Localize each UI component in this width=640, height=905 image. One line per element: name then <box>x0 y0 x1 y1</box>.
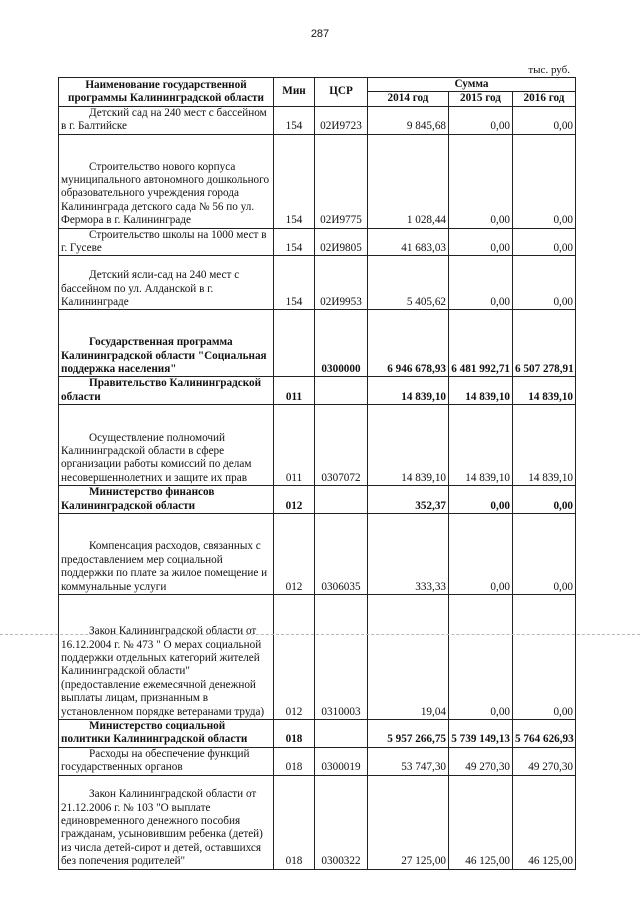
header-target-article: ЦСР <box>315 78 368 107</box>
cell-program-name: Закон Калининградской области от 21.12.2006 г. № 103 "О выплате единовременного денежного пособия гражданам, усыновившим ребенка (детей) из числа детей-сирот и детей, оставшихся без попечения родителей" <box>59 775 274 869</box>
cell-target-article: 0307072 <box>315 405 368 486</box>
cell-amount-2015: 0,00 <box>449 514 513 595</box>
cell-amount-2014: 53 747,30 <box>368 747 449 775</box>
cell-target-article: 0306035 <box>315 514 368 595</box>
page-number: 287 <box>310 28 330 40</box>
fold-line <box>0 634 640 635</box>
table-row <box>59 775 576 869</box>
cell-target-article <box>315 486 368 514</box>
cell-amount-2014: 19,04 <box>368 595 449 720</box>
cell-amount-2015: 49 270,30 <box>449 747 513 775</box>
cell-amount-2016: 46 125,00 <box>513 775 576 869</box>
cell-ministry: 011 <box>274 405 315 486</box>
cell-amount-2015: 0,00 <box>449 595 513 720</box>
cell-ministry: 018 <box>274 775 315 869</box>
cell-program-name: Строительство нового корпуса муниципального автономного дошкольного образовательного учреждения города Калининграда детского сада № 56 по ул. Фермора в г. Калининграде <box>59 134 274 228</box>
cell-amount-2016: 5 764 626,93 <box>513 720 576 748</box>
cell-amount-2016: 0,00 <box>513 486 576 514</box>
cell-program-name: Закон Калининградской области от 16.12.2004 г. № 473 " О мерах социальной поддержки отдельных категорий жителей Калининградской области" (предоставление ежемесячной денежной выплаты лицам, признанным в установленном порядке ветеранами труда) <box>59 595 274 720</box>
cell-target-article: 02И9775 <box>315 134 368 228</box>
units-label: тыс. руб. <box>528 64 570 76</box>
table-row <box>59 256 576 310</box>
cell-ministry: 154 <box>274 134 315 228</box>
cell-ministry: 154 <box>274 256 315 310</box>
cell-ministry: 012 <box>274 486 315 514</box>
cell-amount-2016: 0,00 <box>513 595 576 720</box>
cell-amount-2015: 0,00 <box>449 256 513 310</box>
table-row <box>59 405 576 486</box>
table-row <box>59 106 576 134</box>
cell-amount-2014: 5 957 266,75 <box>368 720 449 748</box>
cell-ministry: 018 <box>274 747 315 775</box>
cell-ministry: 012 <box>274 514 315 595</box>
cell-amount-2014: 41 683,03 <box>368 228 449 256</box>
table-row <box>59 310 576 377</box>
cell-amount-2015: 14 839,10 <box>449 405 513 486</box>
cell-target-article: 0300322 <box>315 775 368 869</box>
cell-amount-2016: 49 270,30 <box>513 747 576 775</box>
cell-amount-2014: 1 028,44 <box>368 134 449 228</box>
cell-ministry: 154 <box>274 106 315 134</box>
cell-target-article <box>315 377 368 405</box>
cell-amount-2015: 0,00 <box>449 228 513 256</box>
cell-program-name: Государственная программа Калининградской области "Социальная поддержка населения" <box>59 310 274 377</box>
cell-ministry <box>274 310 315 377</box>
cell-program-name: Детский ясли-сад на 240 мест с бассейном по ул. Алданской в г. Калининграде <box>59 256 274 310</box>
budget-table <box>58 77 576 870</box>
cell-amount-2015: 14 839,10 <box>449 377 513 405</box>
cell-amount-2016: 6 507 278,91 <box>513 310 576 377</box>
table-row <box>59 720 576 748</box>
cell-amount-2016: 14 839,10 <box>513 377 576 405</box>
cell-target-article: 0300000 <box>315 310 368 377</box>
cell-amount-2014: 6 946 678,93 <box>368 310 449 377</box>
table-row <box>59 134 576 228</box>
cell-target-article: 02И9805 <box>315 228 368 256</box>
cell-ministry: 012 <box>274 595 315 720</box>
table-row <box>59 377 576 405</box>
cell-ministry: 018 <box>274 720 315 748</box>
cell-amount-2016: 0,00 <box>513 514 576 595</box>
cell-amount-2015: 0,00 <box>449 134 513 228</box>
header-year-2015: 2015 год <box>449 92 513 106</box>
cell-amount-2015: 46 125,00 <box>449 775 513 869</box>
cell-target-article: 0300019 <box>315 747 368 775</box>
cell-target-article <box>315 720 368 748</box>
cell-amount-2016: 0,00 <box>513 256 576 310</box>
cell-amount-2016: 0,00 <box>513 106 576 134</box>
cell-ministry: 154 <box>274 228 315 256</box>
cell-program-name: Компенсация расходов, связанных с предоставлением мер социальной поддержки по плате за жилое помещение и коммунальные услуги <box>59 514 274 595</box>
cell-amount-2016: 14 839,10 <box>513 405 576 486</box>
cell-amount-2014: 27 125,00 <box>368 775 449 869</box>
cell-program-name: Министерство финансов Калининградской области <box>59 486 274 514</box>
cell-amount-2016: 0,00 <box>513 228 576 256</box>
cell-target-article: 0310003 <box>315 595 368 720</box>
cell-amount-2014: 333,33 <box>368 514 449 595</box>
cell-amount-2015: 0,00 <box>449 486 513 514</box>
cell-program-name: Осуществление полномочий Калининградской области в сфере организации работы комиссий по делам несовершеннолетних и защите их прав <box>59 405 274 486</box>
table-body <box>59 106 576 869</box>
header-ministry: Мин <box>274 78 315 107</box>
table-row <box>59 486 576 514</box>
header-sum: Сумма <box>368 78 576 92</box>
table-row <box>59 514 576 595</box>
header-year-2014: 2014 год <box>368 92 449 106</box>
cell-ministry: 011 <box>274 377 315 405</box>
cell-amount-2015: 6 481 992,71 <box>449 310 513 377</box>
cell-amount-2014: 352,37 <box>368 486 449 514</box>
table-row <box>59 228 576 256</box>
cell-amount-2015: 0,00 <box>449 106 513 134</box>
cell-program-name: Министерство социальной политики Калининградской области <box>59 720 274 748</box>
cell-amount-2015: 5 739 149,13 <box>449 720 513 748</box>
cell-program-name: Строительство школы на 1000 мест в г. Гусеве <box>59 228 274 256</box>
cell-amount-2016: 0,00 <box>513 134 576 228</box>
cell-target-article: 02И9953 <box>315 256 368 310</box>
header-year-2016: 2016 год <box>513 92 576 106</box>
table-row <box>59 747 576 775</box>
cell-program-name: Расходы на обеспечение функций государственных органов <box>59 747 274 775</box>
cell-program-name: Правительство Калининградской области <box>59 377 274 405</box>
cell-amount-2014: 5 405,62 <box>368 256 449 310</box>
cell-program-name: Детский сад на 240 мест с бассейном в г. Балтийске <box>59 106 274 134</box>
cell-amount-2014: 14 839,10 <box>368 405 449 486</box>
cell-amount-2014: 9 845,68 <box>368 106 449 134</box>
cell-amount-2014: 14 839,10 <box>368 377 449 405</box>
table-row <box>59 595 576 720</box>
cell-target-article: 02И9723 <box>315 106 368 134</box>
header-program-name: Наименование государственной программы Калининградской области <box>59 78 274 107</box>
